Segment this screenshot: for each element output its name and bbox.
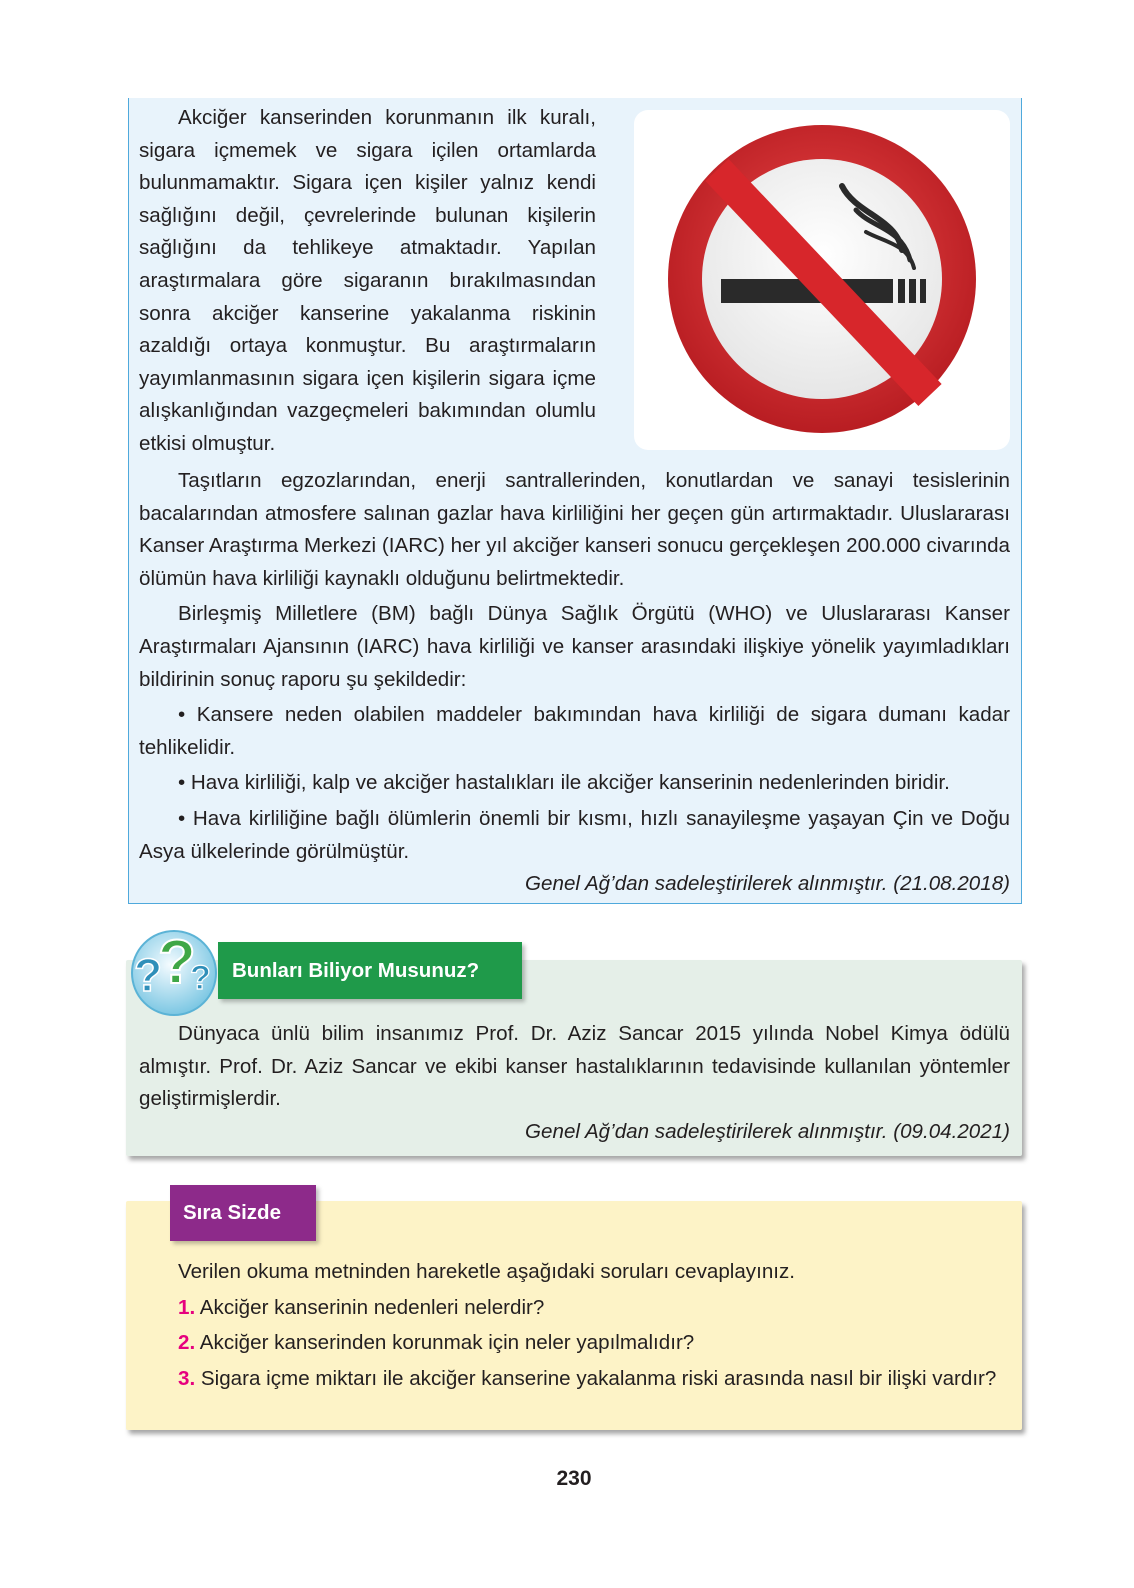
question-text: Akciğer kanserinin nedenleri nelerdir?: [199, 1295, 545, 1319]
bullet-item: • Hava kirliliğine bağlı ölümlerin önemli bir kısmı, hızlı sanayileşme yaşayan Çin ve Doğu Asya ülkelerinde görülmüştür.: [139, 806, 1010, 863]
svg-text:?: ?: [190, 959, 211, 997]
svg-text:?: ?: [134, 949, 163, 1001]
intro-paragraph: Akciğer kanserinden korunmanın ilk kuralı, sigara içmemek ve sigara içilen ortamlarda bulunmamaktır. Sigara içen kişiler yalnız kendi sağlığını değil, çevrelerinde bulunan kişilerin sağlığını da tehlikeye atmaktadır. Yapılan araştırmalara göre sigaranın bırakılmasından sonra akciğer kanserine yakalanma riskinin azaldığı ortaya konmuştur. Bu araştırmaların yayımlanmasının sigara içen kişilerin sigara içme alışkanlığından vazgeçmeleri bakımından olumlu etkisi olmuştur.: [139, 106, 596, 455]
bullet-item: • Hava kirliliği, kalp ve akciğer hastalıkları ile akciğer kanserinin nedenlerinden biridir.: [178, 771, 950, 795]
bullet-item: • Kansere neden olabilen maddeler bakımından hava kirliliği de sigara dumanı kadar tehlikelidir.: [139, 703, 1010, 759]
question-number: 1.: [178, 1295, 196, 1319]
task-intro: Verilen okuma metninden hareketle aşağıdaki soruları cevaplayınız.: [178, 1260, 796, 1283]
reading-source: Genel Ağ’dan sadeleştirilerek alınmıştır. (21.08.2018): [525, 872, 1010, 896]
task-title: Sıra Sizde: [170, 1185, 316, 1241]
question-item: [139, 1292, 1010, 1325]
info-paragraph: Dünyaca ünlü bilim insanımız Prof. Dr. Aziz Sancar 2015 yılında Nobel Kimya ödülü almıştır. Prof. Dr. Aziz Sancar ve ekibi kanser hastalıklarının tedavisinde kullanılan yöntemler geliştirmişlerdir.: [139, 1022, 1010, 1111]
question-item: [139, 1327, 1010, 1360]
question-number: 2.: [178, 1331, 196, 1355]
no-smoking-icon: [634, 110, 1010, 450]
page-number: 230: [556, 1467, 592, 1490]
question-marks-icon: [128, 925, 220, 1017]
task-content: [139, 1256, 1010, 1395]
reading-intro: [139, 102, 596, 461]
question-text: Akciğer kanserinden korunmak için neler yapılmalıdır?: [199, 1331, 695, 1355]
info-content: [139, 1018, 1010, 1148]
reading-main: [139, 465, 1010, 901]
info-source: Genel Ağ’dan sadeleştirilerek alınmıştır. (09.04.2021): [525, 1119, 1010, 1143]
svg-text:?: ?: [158, 928, 196, 997]
paragraph-emissions: Taşıtların egzozlarından, enerji santrallerinden, konutlardan ve sanayi tesislerinin bacalarından atmosfere salınan gazlar hava kirliliğini her geçen gün artırmaktadır. Uluslararası Kanser Araştırma Merkezi (IARC) her yıl akciğer kanseri sonucu gerçekleşen 200.000 civarında ölümün hava kirliliği kaynaklı olduğunu belirtmektedir.: [139, 469, 1010, 590]
paragraph-report: Birleşmiş Milletlere (BM) bağlı Dünya Sağlık Örgütü (WHO) ve Uluslararası Kanser Araştırmaları Ajansının (IARC) hava kirliliği ve kanser arasındaki ilişkiye yönelik yayımladıkları bildirinin sonuç raporu şu şekildedir:: [139, 602, 1010, 691]
info-title: Bunları Biliyor Musunuz?: [218, 942, 522, 999]
question-text: Sigara içme miktarı ile akciğer kanserine yakalanma riski arasında nasıl bir ilişki vardır?: [200, 1366, 997, 1390]
question-number: 3.: [178, 1366, 196, 1390]
no-smoking-image: [634, 110, 1010, 450]
question-item: [139, 1363, 1010, 1396]
